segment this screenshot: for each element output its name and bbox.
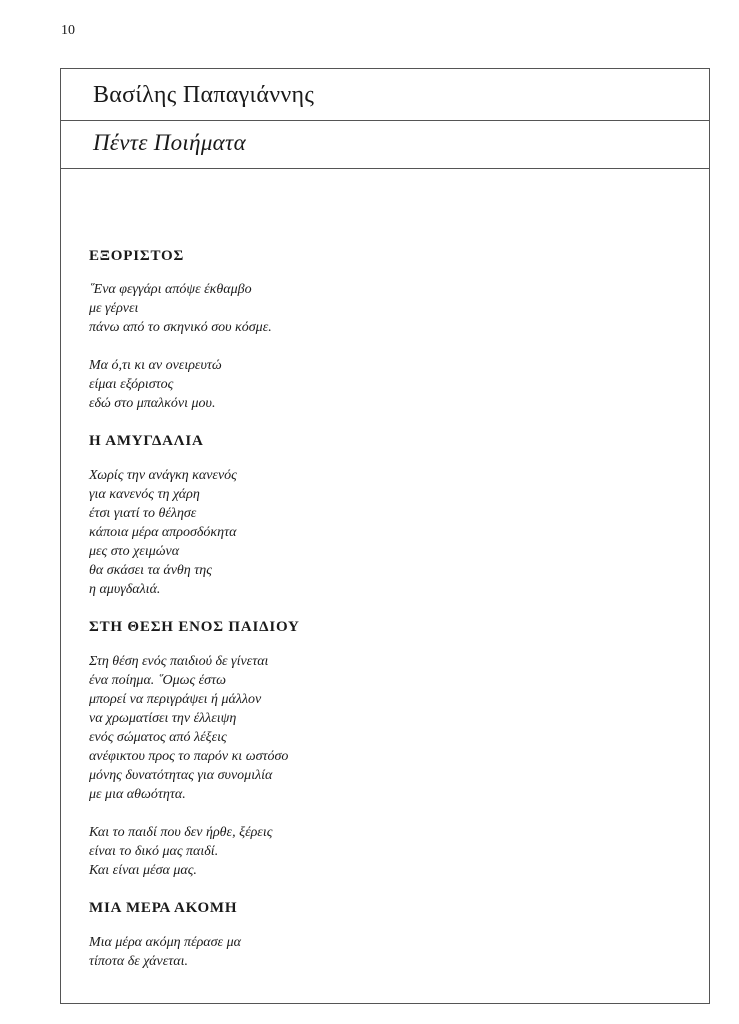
poem <box>89 247 689 413</box>
poem-line: έτσι γιατί το θέλησε <box>89 506 197 521</box>
poem-line: μες στο χειμώνα <box>89 544 180 559</box>
stanza <box>89 652 689 804</box>
poem-line: ῞Ενα φεγγάρι απόψε έκθαμβο <box>89 282 252 297</box>
poem-line: μόνης δυνατότητας για συνομιλία <box>89 768 273 783</box>
poem <box>89 899 689 971</box>
page-frame <box>60 68 710 1004</box>
stanza <box>89 933 689 971</box>
poem-title: Η ΑΜΥΓΔΑΛΙΑ <box>89 433 204 449</box>
author-name: Βασίλης Παπαγιάννης <box>93 82 315 108</box>
poem-line: εδώ στο μπαλκόνι μου. <box>89 396 216 411</box>
poem-line: Στη θέση ενός παιδιού δε γίνεται <box>89 654 269 669</box>
poem-title: ΜΙΑ ΜΕΡΑ ΑΚΟΜΗ <box>89 900 238 916</box>
poem-line: η αμυγδαλιά. <box>89 582 161 597</box>
stanza <box>89 356 689 413</box>
poem-line: ενός σώματος από λέξεις <box>89 730 227 745</box>
poem-line: ανέφικτου προς το παρόν κι ωστόσο <box>89 749 289 764</box>
poem-title: ΕΞΟΡΙΣΤΟΣ <box>89 248 185 264</box>
stanza <box>89 823 689 880</box>
poem-line: μπορεί να περιγράψει ή μάλλον <box>89 692 262 707</box>
author-row <box>61 69 709 121</box>
poem-line: κάποια μέρα απροσδόκητα <box>89 525 237 540</box>
stanza <box>89 280 689 337</box>
poem-line: ένα ποίημα. ῞Ομως έστω <box>89 673 226 688</box>
stanza <box>89 466 689 599</box>
poem-line: με μια αθωότητα. <box>89 787 186 802</box>
poem-title: ΣΤΗ ΘΕΣΗ ΕΝΟΣ ΠΑΙΔΙΟΥ <box>89 619 300 635</box>
poem-line: τίποτα δε χάνεται. <box>89 954 188 969</box>
collection-title-row <box>61 120 709 169</box>
poem-line: Χωρίς την ανάγκη κανενός <box>89 468 237 483</box>
poem-line: θα σκάσει τα άνθη της <box>89 563 212 578</box>
poem-line: πάνω από το σκηνικό σου κόσμε. <box>89 320 272 335</box>
poem-line: να χρωματίσει την έλλειψη <box>89 711 237 726</box>
poem-line: Μια μέρα ακόμη πέρασε μα <box>89 935 241 950</box>
page-number: 10 <box>61 23 75 38</box>
collection-title: Πέντε Ποιήματα <box>93 130 246 155</box>
poem-line: Και το παιδί που δεν ήρθε, ξέρεις <box>89 825 273 840</box>
poem <box>89 432 689 599</box>
poem-line: Μα ό,τι κι αν ονειρευτώ <box>89 358 222 373</box>
poems-container <box>89 247 689 971</box>
poem-line: είναι το δικό μας παιδί. <box>89 844 219 859</box>
poem-line: με γέρνει <box>89 301 139 316</box>
poem <box>89 618 689 880</box>
poem-line: Και είναι μέσα μας. <box>89 863 197 878</box>
poem-line: για κανενός τη χάρη <box>89 487 200 502</box>
poem-line: είμαι εξόριστος <box>89 377 174 392</box>
